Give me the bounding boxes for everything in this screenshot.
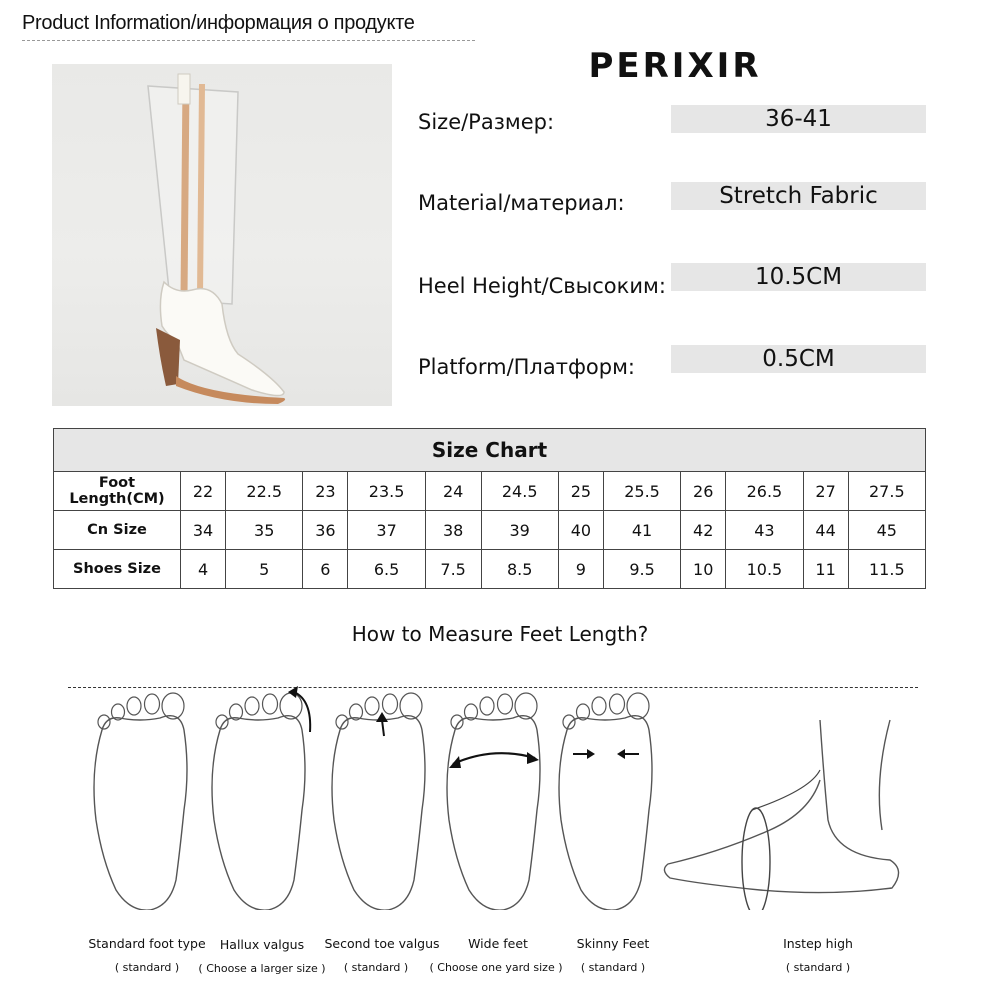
table-cell: 9.5 [603,550,680,589]
table-cell: 42 [681,511,726,550]
row-label: Foot Length(CM) [54,472,181,511]
foot-label-wide: Wide feet [468,936,528,951]
foot-wide-icon [447,693,540,910]
table-cell: 7.5 [425,550,481,589]
table-row-cn-size [54,511,926,550]
table-cell: 35 [226,511,303,550]
foot-label-standard: Standard foot type [88,936,206,951]
spec-value-size: 36-41 [671,105,926,133]
header-divider [22,40,475,41]
table-cell: 36 [303,511,348,550]
spec-label-heel-height: Heel Height/Свысоким: [418,274,666,298]
foot-label-hallux-valgus: Hallux valgus [219,937,305,952]
boot-illustration [52,64,392,406]
table-cell: 6.5 [348,550,425,589]
spec-value-heel-height: 10.5CM [671,263,926,291]
table-cell: 4 [181,550,226,589]
table-cell: 5 [226,550,303,589]
feet-illustrations [0,680,1000,910]
spec-value-platform: 0.5CM [671,345,926,373]
row-label: Cn Size [54,511,181,550]
table-row-foot-length [54,472,926,511]
table-cell: 34 [181,511,226,550]
table-cell: 26 [681,472,726,511]
spec-label-size: Size/Размер: [418,110,555,134]
table-row-shoes-size [54,550,926,589]
page-header-title: Product Information/информация о продукте [22,12,415,34]
table-cell: 10.5 [726,550,803,589]
table-cell: 24 [425,472,481,511]
table-cell: 40 [558,511,603,550]
table-cell: 27 [803,472,848,511]
foot-note-standard: ( standard ) [114,961,180,974]
foot-note-instep-high: ( standard ) [785,961,851,974]
spec-label-material: Material/материал: [418,191,625,215]
table-cell: 22 [181,472,226,511]
table-cell: 25.5 [603,472,680,511]
foot-note-skinny: ( standard ) [580,961,646,974]
table-cell: 24.5 [481,472,558,511]
foot-note-second-toe-valgus: ( standard ) [343,961,409,974]
table-cell: 9 [558,550,603,589]
table-cell: 25 [558,472,603,511]
table-cell: 41 [603,511,680,550]
table-cell: 23 [303,472,348,511]
table-cell: 11.5 [848,550,925,589]
table-cell: 8.5 [481,550,558,589]
foot-note-wide: ( Choose one yard size ) [429,961,563,974]
table-cell: 44 [803,511,848,550]
foot-label-instep-high: Instep high [783,936,853,951]
table-cell: 27.5 [848,472,925,511]
table-cell: 38 [425,511,481,550]
foot-skinny-icon [559,693,652,910]
foot-instep-high-icon [664,720,898,910]
foot-label-skinny: Skinny Feet [576,936,650,951]
product-image [52,64,392,406]
foot-hallux-valgus-icon [212,686,310,910]
table-cell: 45 [848,511,925,550]
table-cell: 6 [303,550,348,589]
foot-label-second-toe-valgus: Second toe valgus [324,936,440,951]
foot-note-hallux-valgus: ( Choose a larger size ) [198,962,326,975]
spec-value-material: Stretch Fabric [671,182,926,210]
table-cell: 11 [803,550,848,589]
measure-title: How to Measure Feet Length? [351,622,649,646]
table-cell: 10 [681,550,726,589]
table-cell: 22.5 [226,472,303,511]
table-cell: 37 [348,511,425,550]
table-cell: 23.5 [348,472,425,511]
foot-second-toe-valgus-icon [332,693,425,910]
table-cell: 26.5 [726,472,803,511]
row-label: Shoes Size [54,550,181,589]
size-chart-title: Size Chart [54,429,926,472]
size-chart-table [53,428,926,589]
brand-name: PERIXIR [588,46,762,86]
spec-label-platform: Platform/Платформ: [418,355,636,379]
table-cell: 39 [481,511,558,550]
table-cell: 43 [726,511,803,550]
foot-standard-icon [94,693,187,910]
